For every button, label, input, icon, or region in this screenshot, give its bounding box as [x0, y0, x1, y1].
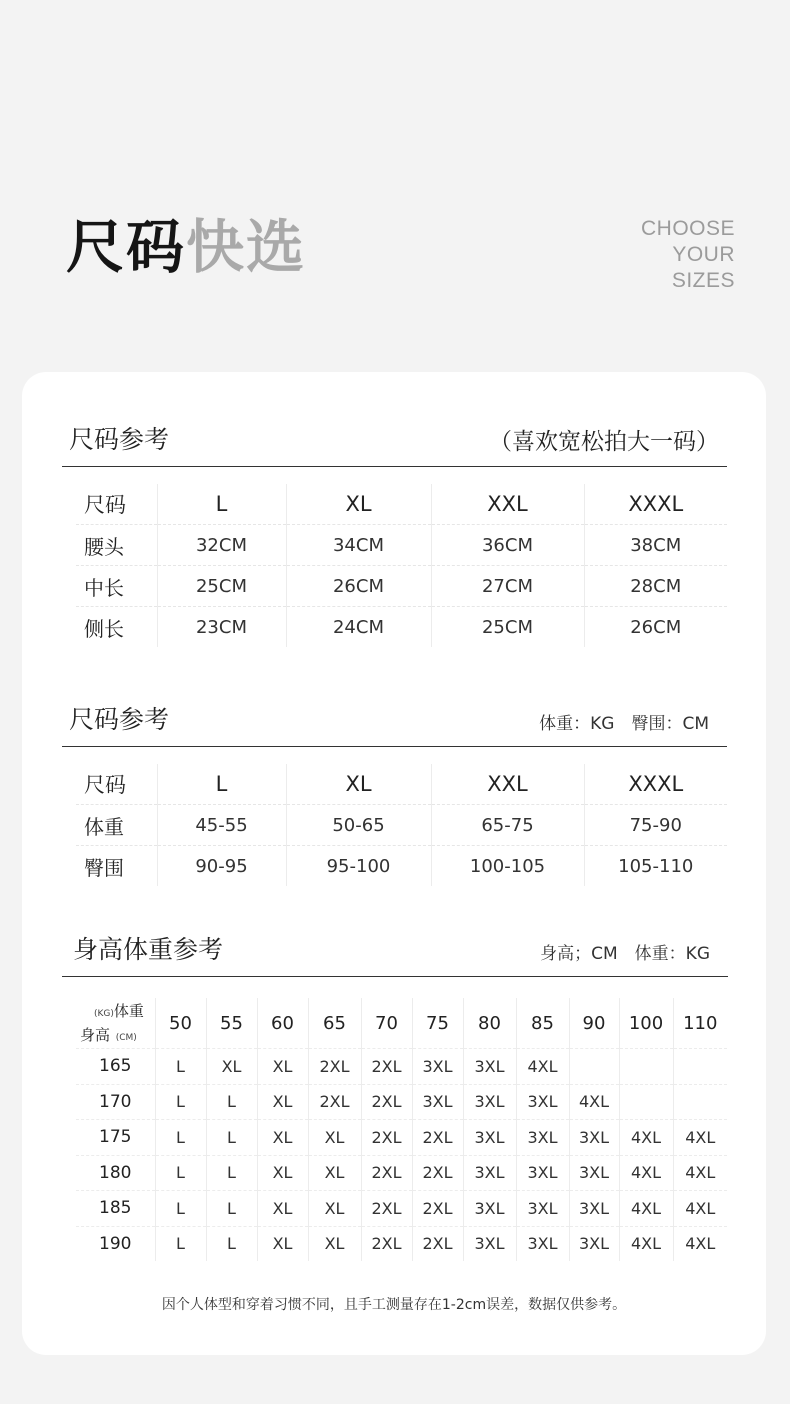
table-cell: 4XL [619, 1155, 673, 1191]
table-cell: 3XL [569, 1191, 619, 1227]
table-cell: 3XL [463, 1120, 516, 1156]
row-label: 侧长 [84, 616, 124, 641]
table-row [76, 1084, 727, 1120]
table-cell: XL [308, 1226, 361, 1261]
table-cell: 3XL [516, 1191, 569, 1227]
page-title [66, 213, 307, 281]
table-cell: 2XL [361, 1226, 412, 1261]
table-cell: L [155, 1084, 206, 1120]
table-cell: 3XL [412, 1049, 463, 1085]
weight-header: 85 [516, 998, 569, 1049]
subtitle-line: CHOOSE [640, 217, 735, 240]
table-cell: 4XL [619, 1226, 673, 1261]
weight-header: 80 [463, 998, 516, 1049]
table-cell: 50-65 [286, 805, 431, 846]
table-cell: 95-100 [286, 846, 431, 887]
table-cell: 25CM [431, 607, 584, 648]
table-cell: XL [308, 1120, 361, 1156]
size-header: L [157, 764, 286, 805]
table-header-row [76, 764, 727, 805]
weight-header: 55 [206, 998, 257, 1049]
table-cell: 4XL [673, 1226, 727, 1261]
table-cell: 4XL [673, 1120, 727, 1156]
section1-note: （喜欢宽松拍大一码） [489, 429, 719, 455]
table-cell [619, 1084, 673, 1120]
table-cell: XL [257, 1084, 308, 1120]
size-header: XXL [431, 764, 584, 805]
table-cell: L [206, 1191, 257, 1227]
table-cell: L [206, 1084, 257, 1120]
subtitle-line: SIZES [671, 269, 735, 292]
table-cell: 2XL [308, 1084, 361, 1120]
table-row [76, 607, 727, 648]
height-label: 185 [76, 1191, 155, 1227]
table-cell: L [155, 1191, 206, 1227]
height-label: 170 [76, 1084, 155, 1120]
table-row [76, 1191, 727, 1227]
weight-header: 75 [412, 998, 463, 1049]
table-cell [619, 1049, 673, 1085]
table-cell: 27CM [431, 566, 584, 607]
weight-axis-label: 体重 [113, 1001, 144, 1020]
table-cell: 3XL [569, 1155, 619, 1191]
page-title-light: 快选 [186, 213, 307, 281]
table-cell: XL [257, 1191, 308, 1227]
section2-title: 尺码参考 [69, 705, 170, 734]
table-cell: 3XL [463, 1049, 516, 1085]
table-cell: 23CM [157, 607, 286, 648]
table-cell: 2XL [361, 1049, 412, 1085]
table-cell: 36CM [431, 525, 584, 566]
table-cell: 4XL [516, 1049, 569, 1085]
table-row [76, 566, 727, 607]
disclaimer-note: 因个人体型和穿着习惯不同，且手工测量存在1-2cm误差，数据仅供参考。 [161, 1297, 627, 1313]
row-label: 尺码 [76, 484, 157, 525]
table-row [76, 1049, 727, 1085]
table-cell: L [155, 1120, 206, 1156]
weight-header: 90 [569, 998, 619, 1049]
table-cell: 65-75 [431, 805, 584, 846]
table-cell: 75-90 [584, 805, 727, 846]
table-cell: 3XL [463, 1226, 516, 1261]
table-cell: L [206, 1155, 257, 1191]
height-weight-table [76, 998, 727, 1261]
table-cell: L [206, 1120, 257, 1156]
table-cell [569, 1049, 619, 1085]
table-cell: 2XL [361, 1155, 412, 1191]
row-label: 臀围 [84, 855, 124, 880]
table-cell: 26CM [286, 566, 431, 607]
table-cell: 4XL [569, 1084, 619, 1120]
table-cell: XL [206, 1049, 257, 1085]
table-cell: XL [257, 1120, 308, 1156]
table-cell: L [206, 1226, 257, 1261]
table-cell: 2XL [412, 1120, 463, 1156]
table-cell: 4XL [619, 1120, 673, 1156]
height-label: 190 [99, 1233, 132, 1254]
table-cell: 3XL [463, 1155, 516, 1191]
table-cell: 38CM [584, 525, 727, 566]
table-cell [673, 1049, 727, 1085]
section2-header [62, 705, 727, 747]
table-cell: 4XL [619, 1191, 673, 1227]
table-cell: 28CM [584, 566, 727, 607]
row-label: 腰头 [76, 525, 157, 566]
section3-unit: 身高；CM 体重：KG [540, 944, 710, 964]
table-corner-label [76, 998, 155, 1049]
row-label: 体重 [76, 805, 157, 846]
table-cell: 2XL [412, 1226, 463, 1261]
table-cell: 24CM [286, 607, 431, 648]
table-cell: 90-95 [157, 846, 286, 887]
table-cell: 2XL [412, 1191, 463, 1227]
table-cell: 105-110 [584, 846, 727, 887]
table-header-row [76, 998, 727, 1049]
section2-unit: 体重：KG 臀围：CM [539, 714, 709, 734]
height-axis-label: 身高 [80, 1026, 111, 1044]
table-cell: 3XL [412, 1084, 463, 1120]
size-header: XL [286, 484, 431, 525]
table-cell: L [155, 1049, 206, 1085]
table-row [76, 525, 727, 566]
size-card [22, 372, 766, 1355]
size-header: XXXL [584, 484, 727, 525]
weight-unit-label: (KG) [94, 1008, 114, 1019]
table-cell: 2XL [412, 1155, 463, 1191]
size-header: L [157, 484, 286, 525]
table-cell: 45-55 [157, 805, 286, 846]
table-cell: 3XL [463, 1191, 516, 1227]
weight-header: 65 [308, 998, 361, 1049]
table-cell: XL [308, 1155, 361, 1191]
size-header: XXXL [584, 764, 727, 805]
table-row [76, 1120, 727, 1156]
row-label: 中长 [76, 566, 157, 607]
table-cell: 3XL [516, 1084, 569, 1120]
weight-header: 70 [361, 998, 412, 1049]
table-cell: 100-105 [431, 846, 584, 887]
weight-header: 50 [155, 998, 206, 1049]
size-header: XL [286, 764, 431, 805]
table-cell: 2XL [361, 1191, 412, 1227]
table-cell: XL [257, 1226, 308, 1261]
table-cell: 32CM [157, 525, 286, 566]
table-cell: XL [257, 1049, 308, 1085]
table-cell: 3XL [463, 1084, 516, 1120]
table-cell: XL [257, 1155, 308, 1191]
table-cell: 4XL [673, 1155, 727, 1191]
size-header: XXL [431, 484, 584, 525]
section1-title: 尺码参考 [69, 425, 170, 454]
section1-table [76, 484, 727, 647]
height-label: 180 [76, 1155, 155, 1191]
weight-header: 110 [673, 998, 727, 1049]
table-cell: 3XL [569, 1120, 619, 1156]
subtitle-line: YOUR [672, 243, 735, 266]
table-cell: 26CM [584, 607, 727, 648]
table-cell: 2XL [361, 1120, 412, 1156]
table-cell: 3XL [569, 1226, 619, 1261]
table-cell: 3XL [516, 1120, 569, 1156]
table-cell: 3XL [516, 1155, 569, 1191]
table-header-row [76, 484, 727, 525]
table-cell: 3XL [516, 1226, 569, 1261]
table-cell: 2XL [361, 1084, 412, 1120]
weight-header: 60 [257, 998, 308, 1049]
page-subtitle [641, 216, 735, 294]
weight-header: 100 [619, 998, 673, 1049]
page-title-dark: 尺码 [66, 213, 187, 281]
table-cell: 25CM [157, 566, 286, 607]
table-cell: 34CM [286, 525, 431, 566]
height-unit-label: (CM) [115, 1033, 137, 1043]
table-row [76, 805, 727, 846]
table-cell: L [155, 1155, 206, 1191]
height-label: 165 [76, 1049, 155, 1085]
section3-header [62, 935, 728, 977]
table-cell: 2XL [308, 1049, 361, 1085]
table-cell: 4XL [673, 1191, 727, 1227]
section2-table [76, 764, 727, 886]
table-row [76, 846, 727, 887]
row-label: 尺码 [76, 764, 157, 805]
section3-title: 身高体重参考 [73, 935, 224, 964]
table-row [76, 1155, 727, 1191]
section1-header [62, 425, 727, 467]
table-cell: XL [308, 1191, 361, 1227]
table-cell [673, 1084, 727, 1120]
table-cell: L [155, 1226, 206, 1261]
table-row [76, 1226, 727, 1261]
height-label: 175 [76, 1120, 155, 1156]
